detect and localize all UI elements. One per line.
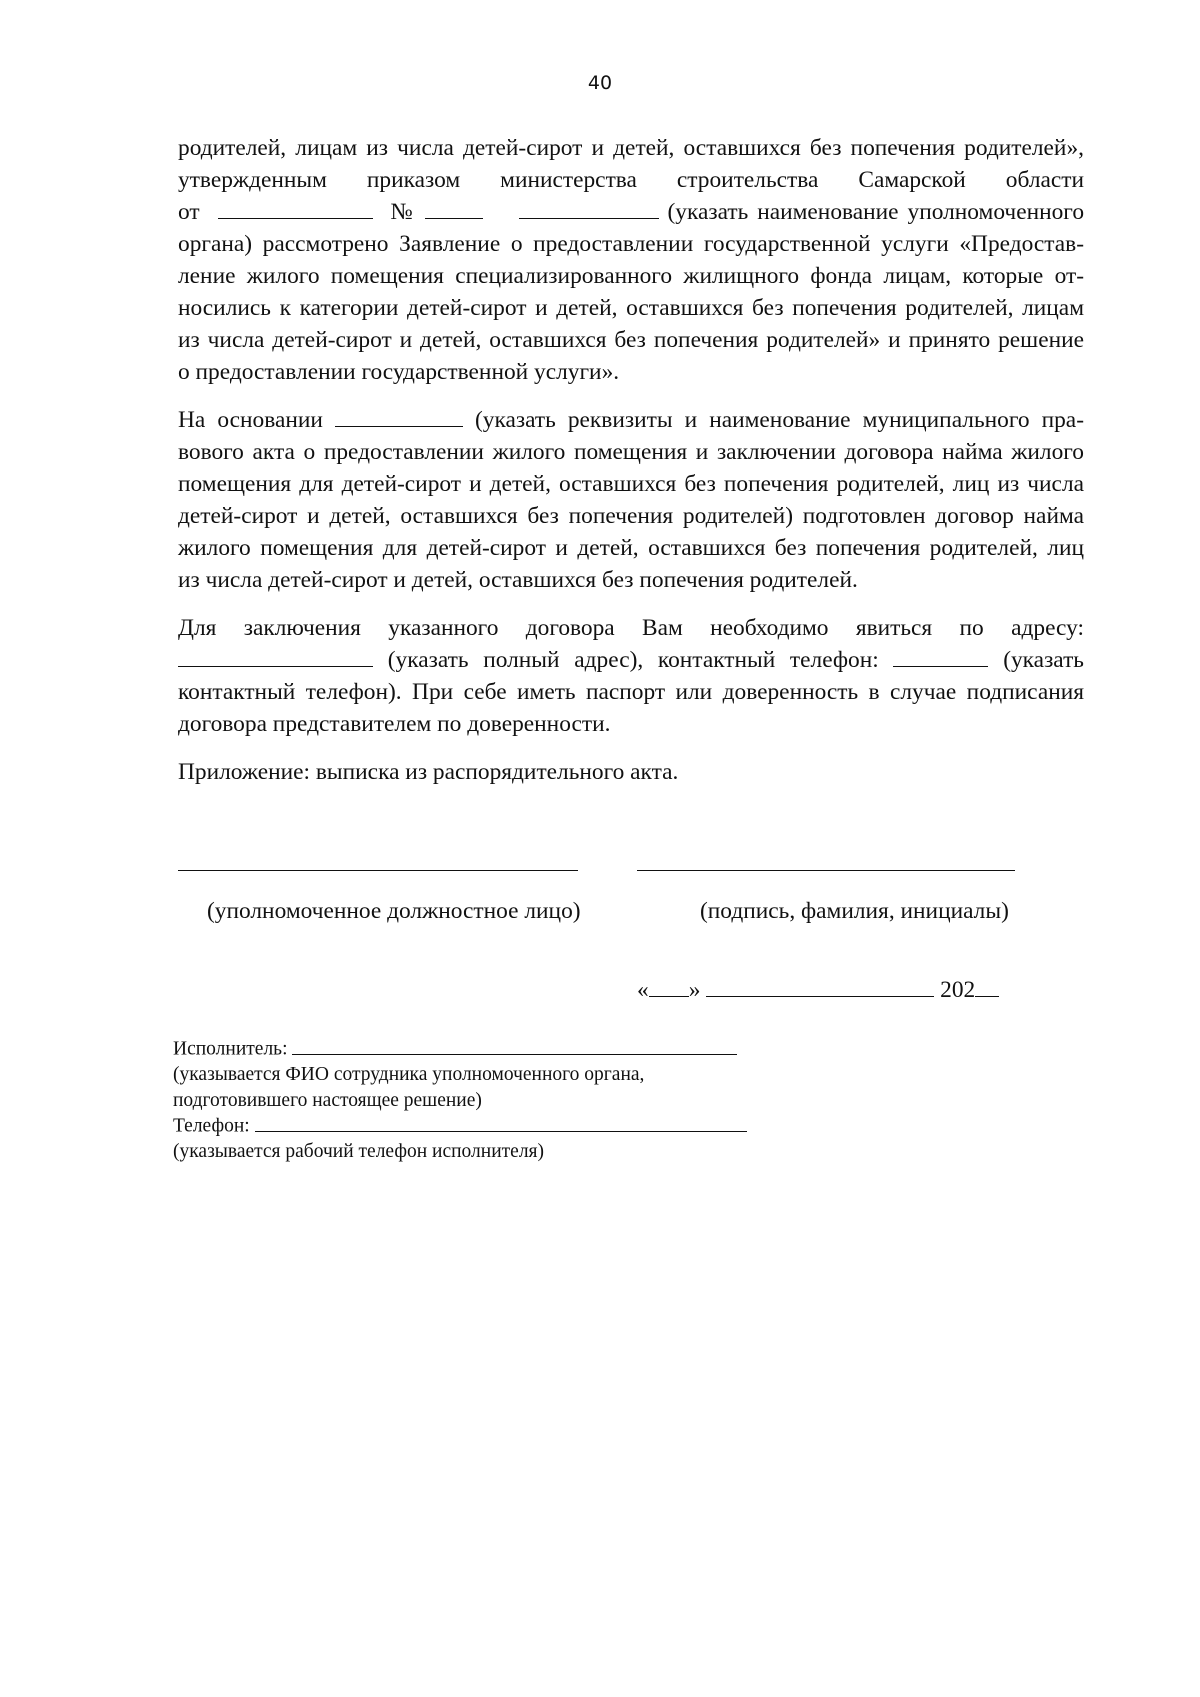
paragraph-contract — [178, 612, 1084, 740]
paragraph-decision — [178, 132, 1084, 388]
text-line: договора представителем по доверенности. — [178, 711, 611, 737]
text-line: родителей, лицам из числа детей-сирот и детей, оставшихся без попечения родителей», — [178, 135, 1084, 161]
executor-block — [173, 1036, 773, 1165]
text-line: из числа детей-сирот и детей, оставшихся без попечения родителей. — [178, 567, 858, 593]
executor-note: подготовившего настоящее решение) — [173, 1089, 482, 1111]
executor-phone-line: Телефон: — [173, 1113, 773, 1139]
text-line: органа) рассмотрено Заявление о предоставлении государственной услуги «Предостав- — [178, 231, 1084, 257]
text-line: помещения для детей-сирот и детей, оставшихся без попечения родителей, лиц из числа — [178, 471, 1084, 497]
signature-caption: (подпись, фамилия, инициалы) — [700, 898, 1009, 924]
text-line: детей-сирот и детей, оставшихся без попечения родителей) подготовлен договор найма — [178, 503, 1084, 529]
text-line: ление жилого помещения специализированного жилищного фонда лицам, которые от- — [178, 263, 1084, 289]
legal-act-blank — [335, 405, 463, 427]
order-date-blank — [218, 197, 373, 219]
executor-note: (указывается ФИО сотрудника уполномоченного органа, — [173, 1064, 645, 1086]
text-line: из числа детей-сирот и детей, оставшихся без попечения родителей» и принято решение — [178, 327, 1084, 353]
address-blank — [178, 645, 373, 667]
paragraph-attachment — [178, 756, 1084, 788]
text-line-address: (указать полный адрес), контактный телефон: (указать — [178, 644, 1084, 676]
order-number-blank — [425, 197, 483, 219]
official-signature-line — [178, 870, 578, 871]
executor-name-blank — [292, 1036, 737, 1055]
executor-phone-note: (указывается рабочий телефон исполнителя) — [173, 1141, 545, 1163]
page-number: 40 — [587, 72, 613, 94]
text-line: контактный телефон). При себе иметь паспорт или доверенность в случае подписания — [178, 679, 1084, 705]
authority-name-blank — [519, 197, 659, 219]
date-line: « » 202 — [637, 975, 999, 1004]
attachment-line: Приложение: выписка из распорядительного акта. — [178, 759, 679, 785]
year-blank — [975, 975, 999, 997]
text-line: вового акта о предоставлении жилого помещения и заключении договора найма жилого — [178, 439, 1084, 465]
text-line: носились к категории детей-сирот и детей, оставшихся без попечения родителей, лицам — [178, 295, 1084, 321]
text-line-basis: На основании (указать реквизиты и наименование муниципального пра- — [178, 404, 1084, 436]
name-signature-line — [637, 870, 1015, 871]
paragraph-basis — [178, 404, 1084, 596]
text-line: жилого помещения для детей-сирот и детей, оставшихся без попечения родителей, лиц — [178, 535, 1084, 561]
text-line: Для заключения указанного договора Вам необходимо явиться по адресу: — [178, 615, 1084, 641]
letter-body — [178, 132, 1084, 804]
text-line-order-reference: от № (указать наименование уполномоченного — [178, 196, 1084, 228]
executor-phone-blank — [255, 1113, 747, 1132]
day-blank — [649, 975, 689, 997]
phone-blank — [893, 645, 988, 667]
executor-line: Исполнитель: — [173, 1036, 773, 1062]
month-blank — [706, 975, 934, 997]
official-caption: (уполномоченное должностное лицо) — [207, 898, 581, 924]
text-line: о предоставлении государственной услуги». — [178, 359, 620, 385]
text-line: утвержденным приказом министерства строительства Самарской области — [178, 167, 1084, 193]
